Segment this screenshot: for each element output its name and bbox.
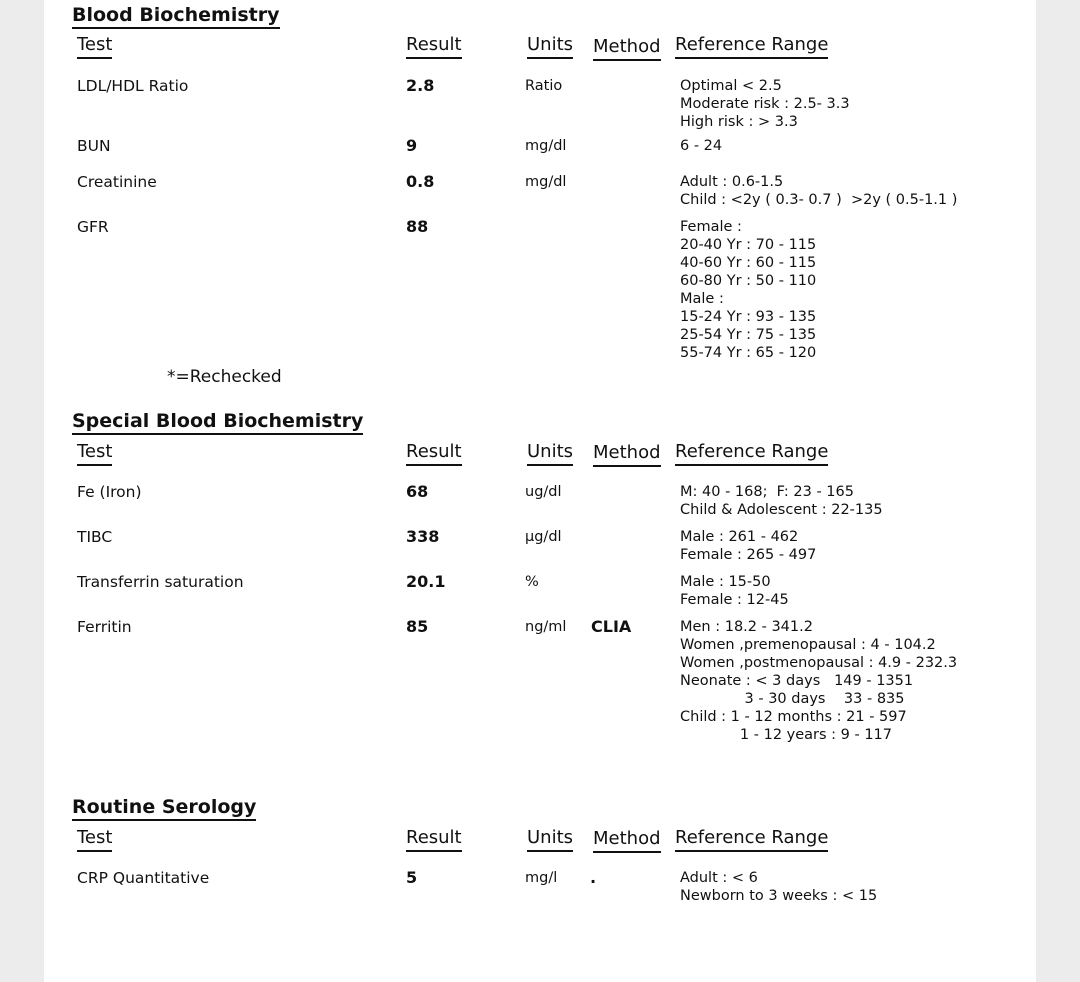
test-units: µg/dl <box>525 529 562 545</box>
column-header-test: Test <box>77 441 112 466</box>
reference-range: 6 - 24 <box>680 138 723 154</box>
test-result: 2.8 <box>406 76 435 95</box>
section-title-routine-serology: Routine Serology <box>72 796 256 821</box>
test-method: . <box>590 868 597 887</box>
test-name: BUN <box>77 137 111 155</box>
test-units: ug/dl <box>525 484 562 500</box>
test-name: TIBC <box>77 528 113 546</box>
column-header-reference: Reference Range <box>675 34 828 59</box>
column-header-method: Method <box>593 828 661 853</box>
test-name: CRP Quantitative <box>77 869 210 887</box>
rechecked-note: *=Rechecked <box>167 367 282 387</box>
section-title-blood-biochemistry: Blood Biochemistry <box>72 4 280 29</box>
reference-range: Men : 18.2 - 341.2 Women ,premenopausal : 4 - 104.2 Women ,postmenopausal : 4.9 - 232.3 Neonate : < 3 days 149 - 1351 3 - 30 days 33 - 835 Child : 1 - 12 months : 21 - 597 1 - 12 years : 9 - 117 <box>680 619 958 743</box>
column-header-method: Method <box>593 36 661 61</box>
column-header-units: Units <box>527 34 573 59</box>
test-result: 20.1 <box>406 572 446 591</box>
reference-range: Male : 261 - 462 Female : 265 - 497 <box>680 529 817 563</box>
reference-range: M: 40 - 168; F: 23 - 165 Child & Adolescent : 22-135 <box>680 484 883 518</box>
column-header-units: Units <box>527 827 573 852</box>
column-header-units: Units <box>527 441 573 466</box>
test-name: Fe (Iron) <box>77 483 142 501</box>
test-units: ng/ml <box>525 619 567 635</box>
test-units: mg/dl <box>525 138 567 154</box>
column-header-reference: Reference Range <box>675 441 828 466</box>
section-title-special-blood-biochemistry: Special Blood Biochemistry <box>72 410 363 435</box>
test-result: 68 <box>406 482 429 501</box>
column-header-result: Result <box>406 441 462 466</box>
column-header-method: Method <box>593 442 661 467</box>
column-header-test: Test <box>77 34 112 59</box>
reference-range: Adult : < 6 Newborn to 3 weeks : < 15 <box>680 870 878 904</box>
test-result: 338 <box>406 527 440 546</box>
reference-range: Female : 20-40 Yr : 70 - 115 40-60 Yr : 60 - 115 60-80 Yr : 50 - 110 Male : 15-24 Yr : 93 - 135 25-54 Yr : 75 - 135 55-74 Yr : 65 - 120 <box>680 219 817 361</box>
test-result: 85 <box>406 617 429 636</box>
column-header-reference: Reference Range <box>675 827 828 852</box>
test-name: Creatinine <box>77 173 157 191</box>
test-units: mg/l <box>525 870 558 886</box>
test-units: mg/dl <box>525 174 567 190</box>
column-header-result: Result <box>406 827 462 852</box>
test-result: 0.8 <box>406 172 435 191</box>
test-result: 88 <box>406 217 429 236</box>
test-name: LDL/HDL Ratio <box>77 77 189 95</box>
reference-range: Adult : 0.6-1.5 Child : <2y ( 0.3- 0.7 ) >2y ( 0.5-1.1 ) <box>680 174 958 208</box>
test-units: % <box>525 574 539 590</box>
reference-range: Male : 15-50 Female : 12-45 <box>680 574 789 608</box>
test-name: Ferritin <box>77 618 132 636</box>
report-page <box>44 0 1036 982</box>
column-header-test: Test <box>77 827 112 852</box>
reference-range: Optimal < 2.5 Moderate risk : 2.5- 3.3 High risk : > 3.3 <box>680 78 850 130</box>
test-name: Transferrin saturation <box>77 573 244 591</box>
test-method: CLIA <box>591 617 632 636</box>
test-units: Ratio <box>525 78 563 94</box>
test-result: 5 <box>406 868 418 887</box>
test-result: 9 <box>406 136 418 155</box>
test-name: GFR <box>77 218 109 236</box>
column-header-result: Result <box>406 34 462 59</box>
